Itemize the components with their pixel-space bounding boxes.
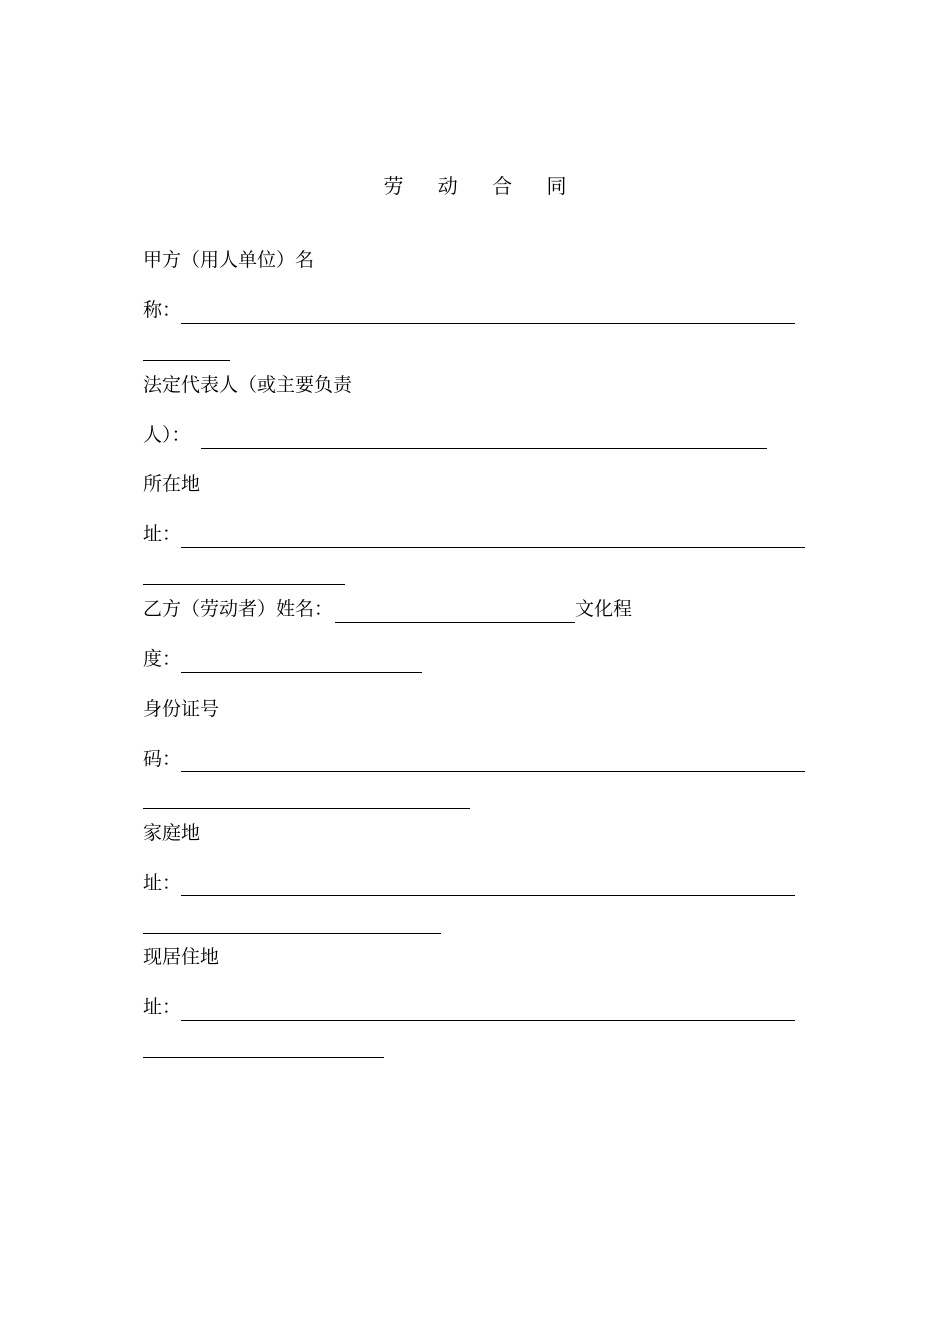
employer-name-label: 甲方（用人单位）名 — [143, 249, 315, 271]
address-field[interactable] — [181, 547, 805, 548]
id-number-label-cont: 码： — [143, 748, 182, 770]
education-label: 文化程 — [575, 598, 633, 620]
home-address-field[interactable] — [181, 895, 795, 896]
education-label-cont: 度： — [143, 648, 182, 670]
employee-name-field[interactable] — [335, 622, 575, 623]
page-title: 劳 动 合 同 — [383, 174, 581, 198]
id-number-field-cont[interactable] — [143, 808, 470, 809]
legal-rep-label-cont: 人）： — [143, 424, 191, 446]
employer-name-field-cont[interactable] — [143, 360, 230, 361]
current-address-field-cont[interactable] — [143, 1057, 384, 1058]
id-number-field[interactable] — [181, 771, 805, 772]
home-address-label: 家庭地 — [143, 822, 201, 844]
legal-rep-field[interactable] — [201, 448, 767, 449]
legal-rep-label: 法定代表人（或主要负责 — [143, 374, 353, 396]
id-number-label: 身份证号 — [143, 698, 220, 720]
employer-name-field[interactable] — [181, 323, 795, 324]
employee-name-label: 乙方（劳动者）姓名： — [143, 598, 334, 620]
home-address-field-cont[interactable] — [143, 933, 441, 934]
education-field[interactable] — [181, 672, 422, 673]
current-address-label-cont: 址： — [143, 996, 182, 1018]
home-address-label-cont: 址： — [143, 872, 182, 894]
address-label-cont: 址： — [143, 523, 182, 545]
address-field-cont[interactable] — [143, 584, 345, 585]
current-address-field[interactable] — [181, 1020, 795, 1021]
address-label: 所在地 — [143, 473, 201, 495]
employer-name-label-cont: 称： — [143, 299, 182, 321]
current-address-label: 现居住地 — [143, 946, 220, 968]
